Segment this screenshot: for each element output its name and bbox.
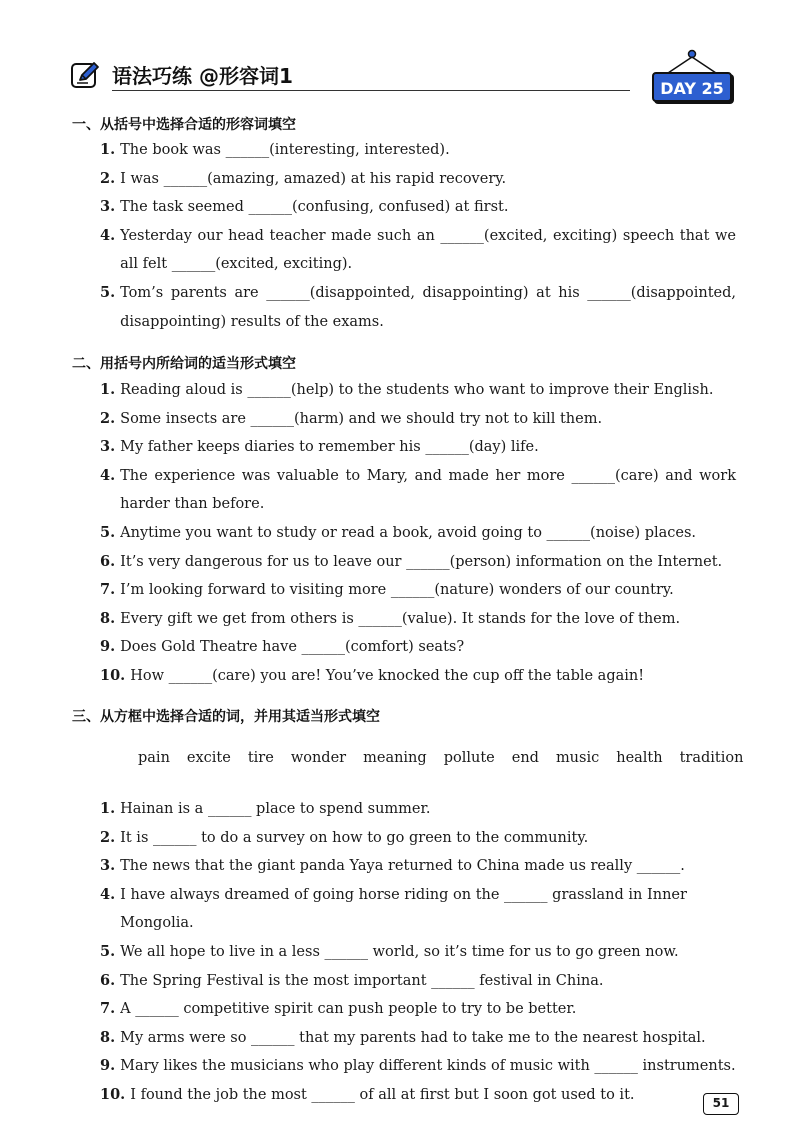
list-item: 5. Tom’s parents are ______(disappointed, disappointing) at his ______(disappointed, disappointing) results of the exams. xyxy=(100,283,736,330)
page-number: 51 xyxy=(703,1093,739,1115)
list-item: 8. My arms were so ______ that my parents had to take me to the nearest hospital. xyxy=(100,1028,706,1046)
word-option: pollute xyxy=(443,750,495,766)
list-item: 9. Mary likes the musicians who play different kinds of music with ______ instruments. xyxy=(100,1057,736,1075)
list-item: 4. The experience was valuable to Mary, and made her more ______(care) and work harder than before. xyxy=(100,466,736,513)
list-item: 2. It is ______ to do a survey on how to go green to the community. xyxy=(100,828,589,846)
list-item: 8. Every gift we get from others is ______(value). It stands for the love of them. xyxy=(100,609,681,627)
list-item: 3. My father keeps diaries to remember his ______(day) life. xyxy=(100,438,539,456)
section-1-list xyxy=(100,136,736,336)
word-option: end xyxy=(511,750,539,766)
page-title: 语法巧练 @形容词1 xyxy=(112,64,293,88)
list-item: 6. It’s very dangerous for us to leave our ______(person) information on the Internet. xyxy=(100,552,723,570)
day-badge: DAY 25 xyxy=(652,72,732,102)
day-tag xyxy=(648,48,740,108)
list-item: 1. Hainan is a ______ place to spend summer. xyxy=(100,800,431,817)
word-option: music xyxy=(555,750,600,766)
word-option: tire xyxy=(247,750,274,766)
list-item: 2. Some insects are ______(harm) and we should try not to kill them. xyxy=(100,409,603,427)
list-item: 2. I was ______(amazing, amazed) at his rapid recovery. xyxy=(100,169,507,187)
list-item: 5. Anytime you want to study or read a book, avoid going to ______(noise) places. xyxy=(100,523,697,541)
list-item: 3. The task seemed ______(confusing, confused) at first. xyxy=(100,198,509,216)
list-item: 7. A ______ competitive spirit can push people to try to be better. xyxy=(100,1000,577,1018)
section-2-title: 二、用括号内所给词的适当形式填空 xyxy=(72,356,296,372)
word-option: tradition xyxy=(679,750,744,766)
word-option: pain xyxy=(138,750,170,766)
list-item: 1. The book was ______(interesting, interested). xyxy=(100,141,450,158)
list-item: 10. How ______(care) you are! You’ve knocked the cup off the table again! xyxy=(100,666,645,684)
section-1-title: 一、从括号中选择合适的形容词填空 xyxy=(72,117,296,133)
word-option: wonder xyxy=(290,750,347,766)
list-item: 9. Does Gold Theatre have ______(comfort) seats? xyxy=(100,638,465,656)
list-item: 10. I found the job the most ______ of all at first but I soon got used to it. xyxy=(100,1085,635,1103)
list-item: 6. The Spring Festival is the most important ______ festival in China. xyxy=(100,971,604,989)
list-item: 4. I have always dreamed of going horse riding on the ______ grassland in Inner Mongolia. xyxy=(100,885,687,932)
list-item: 7. I’m looking forward to visiting more ______(nature) wonders of our country. xyxy=(100,581,674,599)
list-item: 5. We all hope to live in a less ______ world, so it’s time for us to go green now. xyxy=(100,942,679,960)
list-item: 3. The news that the giant panda Yaya returned to China made us really ______. xyxy=(100,857,685,875)
page-header xyxy=(70,58,630,94)
word-option: excite xyxy=(186,750,231,766)
list-item: 1. Reading aloud is ______(help) to the students who want to improve their English. xyxy=(100,381,714,398)
word-option: health xyxy=(616,750,663,766)
word-box xyxy=(138,750,744,766)
section-3-title: 三、从方框中选择合适的词，并用其适当形式填空 xyxy=(72,709,380,725)
section-3-list xyxy=(100,795,736,1110)
word-option: meaning xyxy=(363,750,427,766)
list-item: 4. Yesterday our head teacher made such an ______(excited, exciting) speech that we all felt ______(excited, exciting). xyxy=(100,226,736,273)
section-2-list xyxy=(100,376,736,691)
edit-icon xyxy=(70,60,100,90)
title-underline xyxy=(112,90,630,91)
